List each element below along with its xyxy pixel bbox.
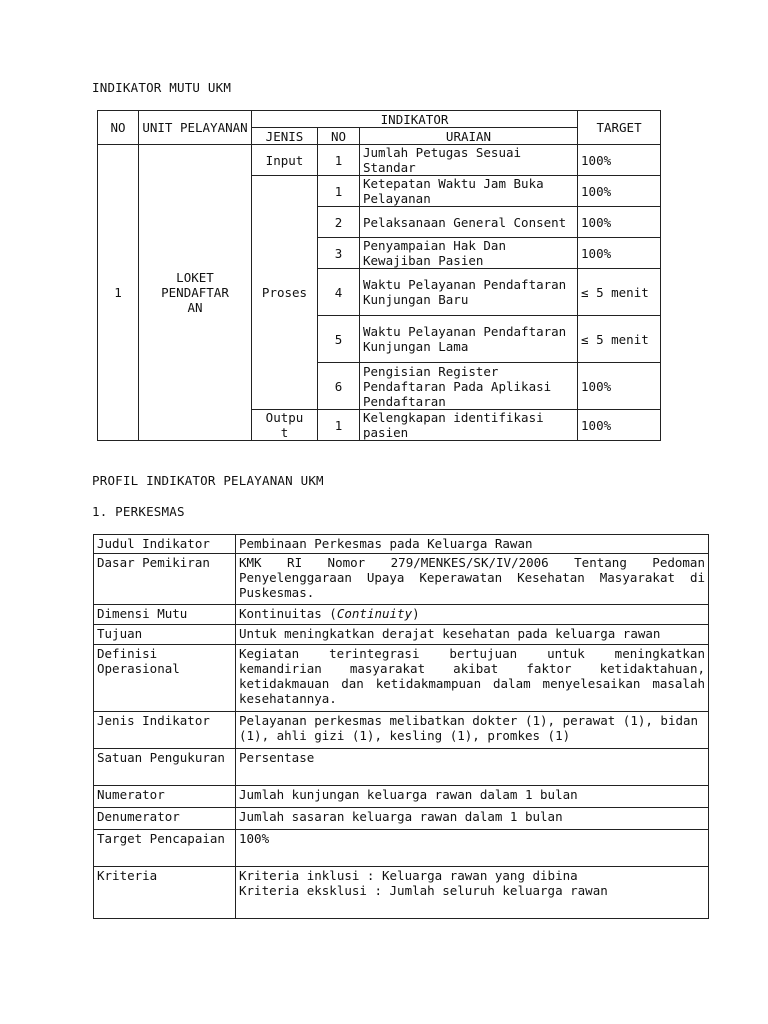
value-definisi-operasional: Kegiatan terintegrasi bertujuan untuk meningkatkan kemandirian masyarakat akibat faktor ketidaktahuan, ketidakmauan dan ketidakmampuan dalam menyelesaikan masalah kesehatannya.: [236, 645, 709, 712]
label-dimensi-mutu: Dimensi Mutu: [94, 605, 236, 625]
label-definisi-operasional: Definisi Operasional: [94, 645, 236, 712]
row-target: 100%: [578, 410, 661, 441]
header-uraian: URAIAN: [360, 128, 578, 145]
header-jenis: JENIS: [252, 128, 318, 145]
jenis-input: Input: [252, 145, 318, 176]
label-kriteria: Kriteria: [94, 867, 236, 919]
row-uraian: Pelaksanaan General Consent: [360, 207, 578, 238]
row-no: 2: [318, 207, 360, 238]
row-target: ≤ 5 menit: [578, 269, 661, 316]
label-jenis-indikator: Jenis Indikator: [94, 712, 236, 749]
header-target: TARGET: [578, 111, 661, 145]
row-target: 100%: [578, 145, 661, 176]
row-uraian: Pengisian Register Pendaftaran Pada Aplikasi Pendaftaran: [360, 363, 578, 410]
value-tujuan: Untuk meningkatkan derajat kesehatan pada keluarga rawan: [236, 625, 709, 645]
row-no: 4: [318, 269, 360, 316]
profil-indikator-title: PROFIL INDIKATOR PELAYANAN UKM: [92, 473, 324, 488]
value-numerator: Jumlah kunjungan keluarga rawan dalam 1 bulan: [236, 786, 709, 808]
row-uraian: Jumlah Petugas Sesuai Standar: [360, 145, 578, 176]
label-satuan-pengukuran: Satuan Pengukuran: [94, 749, 236, 786]
value-target-pencapaian: 100%: [236, 830, 709, 867]
header-unit-pelayanan: UNIT PELAYANAN: [139, 111, 252, 145]
dimensi-italic: Continuity: [336, 606, 413, 621]
row-no: 1: [318, 410, 360, 441]
dimensi-pre: Kontinuitas (: [239, 606, 337, 621]
row-uraian: Waktu Pelayanan Pendaftaran Kunjungan Lama: [360, 316, 578, 363]
label-numerator: Numerator: [94, 786, 236, 808]
value-dasar-pemikiran: KMK RI Nomor 279/MENKES/SK/IV/2006 Tentang Pedoman Penyelenggaraan Upaya Keperawatan Kesehatan Masyarakat di Puskesmas.: [236, 554, 709, 605]
row-no: 6: [318, 363, 360, 410]
perkesmas-heading: 1. PERKESMAS: [92, 504, 185, 519]
row-target: 100%: [578, 207, 661, 238]
row-no: 1: [318, 145, 360, 176]
header-indikator: INDIKATOR: [252, 111, 578, 128]
row-target: 100%: [578, 176, 661, 207]
value-jenis-indikator: Pelayanan perkesmas melibatkan dokter (1), perawat (1), bidan (1), ahli gizi (1), kesling (1), promkes (1): [236, 712, 709, 749]
row-no: 3: [318, 238, 360, 269]
value-denumerator: Jumlah sasaran keluarga rawan dalam 1 bulan: [236, 808, 709, 830]
jenis-proses: Proses: [252, 176, 318, 410]
label-denumerator: Denumerator: [94, 808, 236, 830]
row-target: 100%: [578, 238, 661, 269]
label-dasar-pemikiran: Dasar Pemikiran: [94, 554, 236, 605]
row-target: 100%: [578, 363, 661, 410]
row-no-value: 1: [98, 145, 139, 441]
row-uraian: Waktu Pelayanan Pendaftaran Kunjungan Baru: [360, 269, 578, 316]
row-target: ≤ 5 menit: [578, 316, 661, 363]
row-uraian: Penyampaian Hak Dan Kewajiban Pasien: [360, 238, 578, 269]
row-no: 5: [318, 316, 360, 363]
value-kriteria: [236, 867, 709, 919]
header-no: NO: [98, 111, 139, 145]
row-uraian: Kelengkapan identifikasi pasien: [360, 410, 578, 441]
label-target-pencapaian: Target Pencapaian: [94, 830, 236, 867]
row-uraian: Ketepatan Waktu Jam Buka Pelayanan: [360, 176, 578, 207]
header-no-sub: NO: [318, 128, 360, 145]
jenis-output: Outpu t: [252, 410, 318, 441]
dimensi-post: ): [412, 606, 420, 621]
label-tujuan: Tujuan: [94, 625, 236, 645]
perkesmas-profile-table: [93, 534, 709, 919]
kriteria-inklusi: Kriteria inklusi : Keluarga rawan yang dibina: [239, 868, 578, 883]
label-judul-indikator: Judul Indikator: [94, 535, 236, 554]
unit-loket-pendaftaran: LOKET PENDAFTAR AN: [139, 145, 252, 441]
value-dimensi-mutu: [236, 605, 709, 625]
kriteria-eksklusi: Kriteria eksklusi : Jumlah seluruh keluarga rawan: [239, 883, 608, 898]
indikator-mutu-table: [97, 110, 661, 441]
value-satuan-pengukuran: Persentase: [236, 749, 709, 786]
row-no: 1: [318, 176, 360, 207]
value-judul-indikator: Pembinaan Perkesmas pada Keluarga Rawan: [236, 535, 709, 554]
indikator-mutu-title: INDIKATOR MUTU UKM: [92, 80, 232, 95]
